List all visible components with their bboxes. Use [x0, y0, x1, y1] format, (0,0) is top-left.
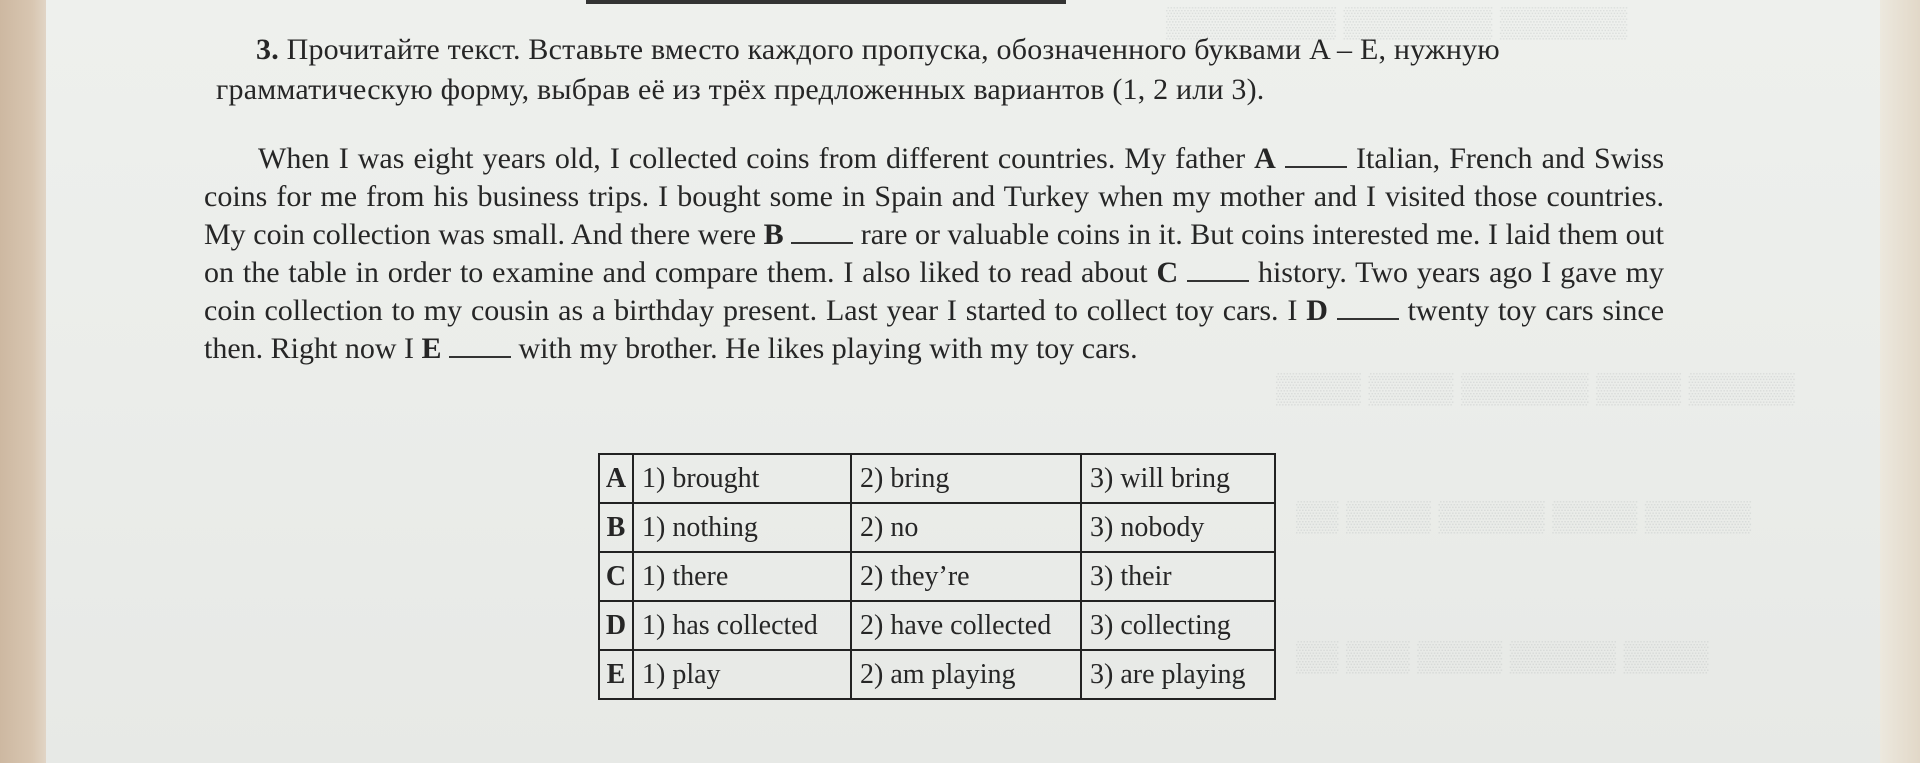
option-cell: 1) play [633, 650, 851, 699]
option-cell: 2) no [851, 503, 1081, 552]
gap-label-c: C [1156, 256, 1179, 289]
desk-background-left [0, 0, 46, 763]
row-letter: A [599, 454, 633, 503]
answer-options-table [598, 453, 1276, 700]
row-letter: E [599, 650, 633, 699]
option-cell: 3) are playing [1081, 650, 1275, 699]
task-number: 3. [256, 33, 279, 66]
option-cell: 3) nobody [1081, 503, 1275, 552]
task-instruction-text: Прочитайте текст. Вставьте вместо каждого пропуска, обозначенного буквами A – E, нужную грамматическую форму, выбрав её из трёх предложенных вариантов (1, 2 или 3). [216, 33, 1500, 106]
reading-passage [204, 140, 1664, 368]
option-cell: 1) has collected [633, 601, 851, 650]
table-row [599, 454, 1275, 503]
table-row [599, 503, 1275, 552]
option-cell: 3) collecting [1081, 601, 1275, 650]
gap-blank-e [449, 332, 511, 358]
passage-text: When I was eight years old, I collected coins from different countries. My father [258, 142, 1255, 175]
table-row [599, 650, 1275, 699]
passage-text: twenty toy cars since then. Right now I [204, 294, 1665, 365]
gap-blank-c [1187, 256, 1249, 282]
gap-blank-d [1337, 294, 1399, 320]
option-cell: 2) they’re [851, 552, 1081, 601]
gap-blank-a [1285, 142, 1347, 168]
option-cell: 1) there [633, 552, 851, 601]
gap-label-e: E [421, 332, 442, 365]
gap-label-b: B [763, 218, 784, 251]
gap-label-a: A [1254, 142, 1276, 175]
option-cell: 1) nothing [633, 503, 851, 552]
table-row [599, 601, 1275, 650]
option-cell: 3) their [1081, 552, 1275, 601]
top-rule [586, 0, 1066, 4]
option-cell: 1) brought [633, 454, 851, 503]
show-through-text: ▒▒▒▒ ▒▒▒▒ ▒▒▒▒▒▒ ▒▒▒▒ ▒▒▒▒▒ [1276, 372, 1795, 405]
gap-blank-b [791, 218, 853, 244]
option-cell: 3) will bring [1081, 454, 1275, 503]
row-letter: C [599, 552, 633, 601]
row-letter: B [599, 503, 633, 552]
show-through-text: ▒▒▒▒▒▒▒▒ ▒▒▒▒▒▒▒ ▒▒▒▒▒▒ [1166, 6, 1628, 39]
row-letter: D [599, 601, 633, 650]
show-through-text: ▒▒ ▒▒▒▒ ▒▒▒▒▒ ▒▒▒▒ ▒▒▒▒▒ [1296, 500, 1752, 533]
passage-text: history. Two years ago I gave my coin collection to my cousin as a birthday present. Last year I started to collect toy cars. I [204, 256, 1664, 327]
passage-text: rare or valuable coins in it. But coins interested me. I laid them out on the table in order to examine and compare them. I also liked to read about [204, 218, 1665, 289]
gap-label-d: D [1306, 294, 1328, 327]
desk-background-right [1880, 0, 1920, 763]
passage-text: with my brother. He likes playing with my toy cars. [511, 332, 1138, 365]
option-cell: 2) have collected [851, 601, 1081, 650]
show-through-text: ▒▒ ▒▒▒ ▒▒▒▒ ▒▒▒▒▒ ▒▒▒▒ [1296, 640, 1709, 673]
option-cell: 2) bring [851, 454, 1081, 503]
passage-paragraph [204, 140, 1664, 368]
page-sheet [46, 0, 1880, 763]
table-row [599, 552, 1275, 601]
passage-text: Italian, French and Swiss coins for me from his business trips. I bought some in Spain and Turkey when my mother and I visited those countries. My coin collection was small. And there were [204, 142, 1665, 251]
task-instruction [216, 30, 1666, 110]
option-cell: 2) am playing [851, 650, 1081, 699]
